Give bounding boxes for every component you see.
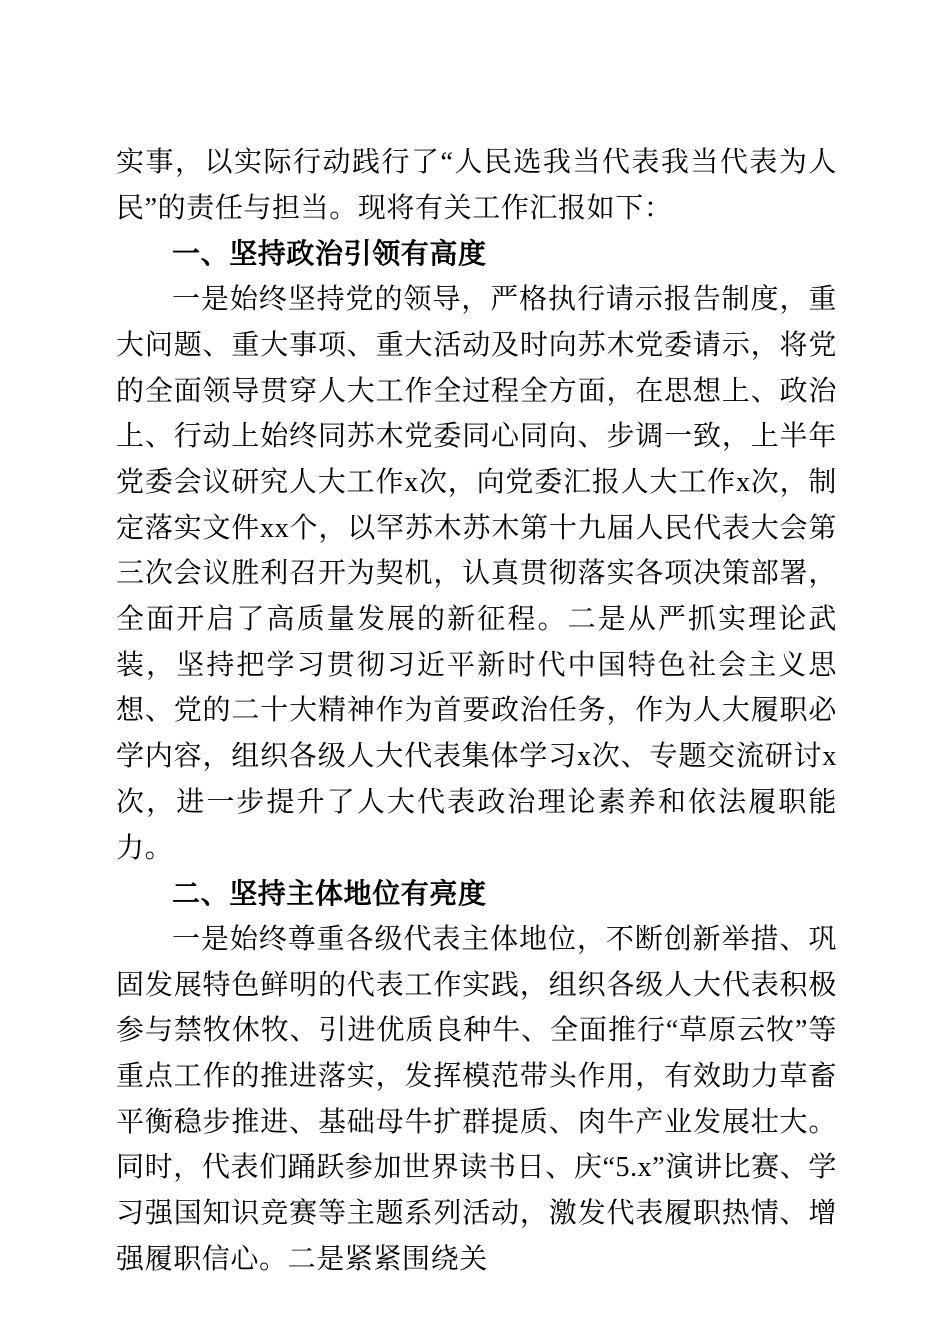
section-heading-2: 二、坚持主体地位有亮度: [172, 878, 487, 910]
paragraph-section-2: 一是始终尊重各级代表主体地位，不断创新举措、巩固发展特色鲜明的代表工作实践，组织各级人大代表积极参与禁牧休牧、引进优质良种牛、全面推行“草原云牧”等重点工作的推进落实，发挥模范带头作用，有效助力草畜平衡稳步推进、基础母牛扩群提质、肉牛产业发展壮大。同时，代表们踊跃参加世界读书日、庆“5.x”演讲比赛、学习强国知识竞赛等主题系列活动，激发代表履职热情、增强履职信心。二是紧紧围绕关: [116, 923, 837, 1275]
section-heading-1: 一、坚持政治引领有高度: [172, 238, 487, 270]
paragraph-section-1: 一是始终坚持党的领导，严格执行请示报告制度，重大问题、重大事项、重大活动及时向苏木党委请示，将党的全面领导贯穿人大工作全过程全方面，在思想上、政治上、行动上始终同苏木党委同心同向、步调一致，上半年党委会议研究人大工作x次，向党委汇报人大工作x次，制定落实文件xx个，以罕苏木苏木第十九届人民代表大会第三次会议胜利召开为契机，认真贯彻落实各项决策部署，全面开启了高质量发展的新征程。二是从严抓实理论武装，坚持把学习贯彻习近平新时代中国特色社会主义思想、党的二十大精神作为首要政治任务，作为人大履职必学内容，组织各级人大代表集体学习x次、专题交流研讨x次，进一步提升了人大代表政治理论素养和依法履职能力。: [116, 284, 837, 864]
paragraph-continued-from-previous-page: 实事，以实际行动践行了“人民选我当代表我当代表为人民”的责任与担当。现将有关工作汇报如下：: [116, 147, 837, 224]
